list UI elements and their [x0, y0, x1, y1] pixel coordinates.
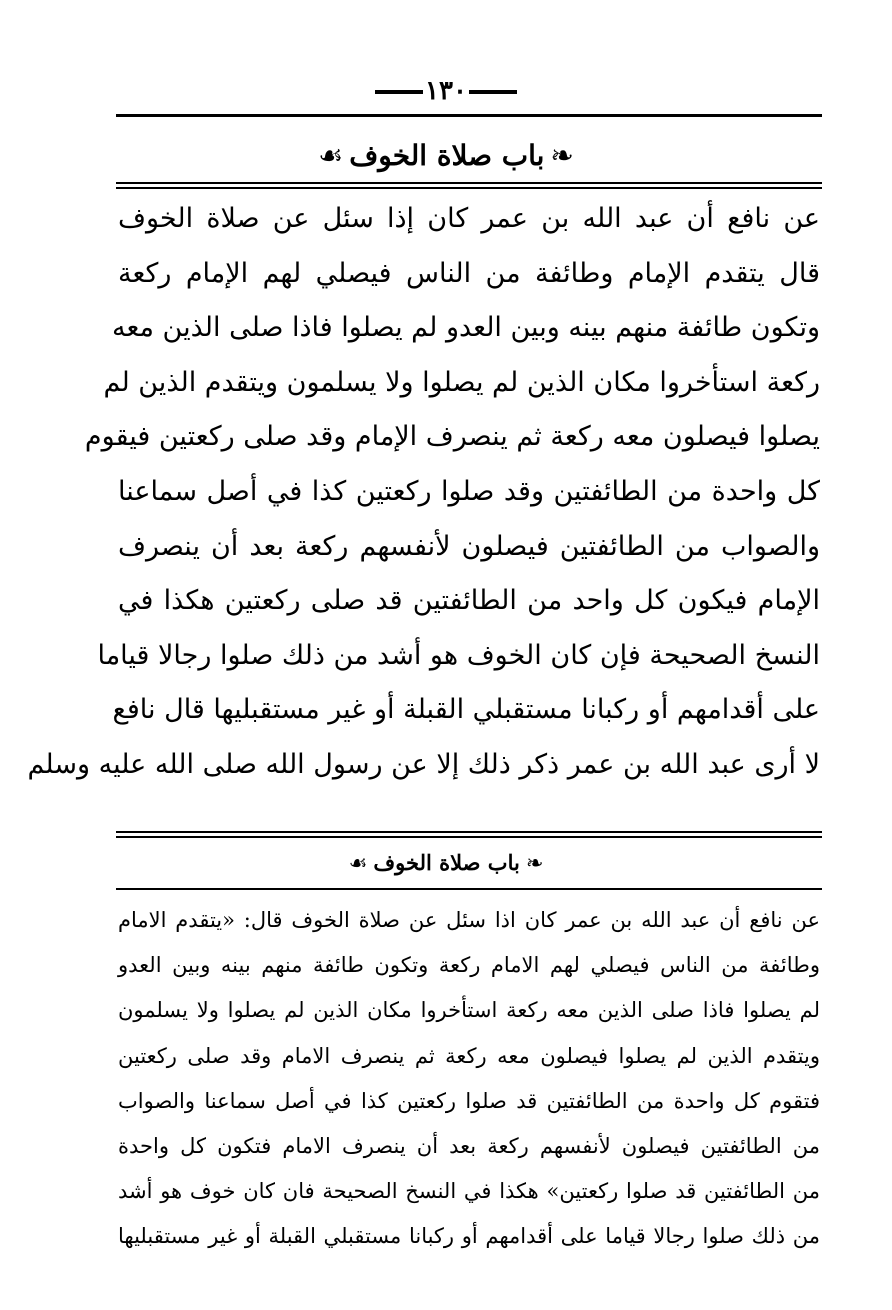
- commentary-line: من الطائفتين قد صلوا ركعتين» هكذا في النسخ الصحيحة فان كان خوف هو أشد: [118, 1179, 820, 1204]
- text-line: النسخ الصحيحة فإن كان الخوف هو أشد من ذلك صلوا رجالا قياما: [97, 639, 820, 671]
- commentary-line: من ذلك صلوا رجالا قياما على أقدامهم أو ركبانا مستقبلي القبلة أو غير مستقبليها: [118, 1224, 820, 1249]
- commentary-ornament-left-icon: ☙: [348, 851, 368, 875]
- page-number: ١٣٠: [425, 76, 467, 106]
- heading-rule-bottom: [116, 187, 822, 189]
- ornament-right-icon: ❧: [550, 139, 574, 172]
- commentary-heading: باب صلاة الخوف: [373, 850, 520, 875]
- text-line: ركعة استأخروا مكان الذين لم يصلوا ولا يسلمون ويتقدم الذين لم: [103, 366, 820, 398]
- heading-rule-top: [116, 182, 822, 184]
- page-number-dash-right: [469, 90, 517, 94]
- commentary-text: [118, 898, 820, 1260]
- commentary-ornament-right-icon: ❧: [525, 851, 544, 875]
- page-number-dash-left: [375, 90, 423, 94]
- ornament-left-icon: ☙: [318, 139, 344, 172]
- text-line: قال يتقدم الإمام وطائفة من الناس فيصلي لهم الإمام ركعة: [118, 257, 820, 289]
- commentary-line: عن نافع أن عبد الله بن عمر كان اذا سئل عن صلاة الخوف قال: «يتقدم الامام: [118, 908, 820, 932]
- commentary-line: من الطائفتين فيصلون لأنفسهم ركعة بعد أن ينصرف الامام فتكون كل واحدة: [118, 1133, 820, 1158]
- main-text: [27, 192, 820, 793]
- commentary-line: وطائفة من الناس فيصلي لهم الامام ركعة وتكون طائفة منهم بينه وبين العدو: [118, 953, 820, 978]
- text-line: عن نافع أن عبد الله بن عمر كان إذا سئل عن صلاة الخوف: [118, 203, 820, 234]
- mid-rule-top: [116, 831, 822, 833]
- text-line: يصلوا فيصلون معه ركعة ثم ينصرف الإمام وقد صلى ركعتين فيقوم: [84, 421, 820, 453]
- text-line: لا أرى عبد الله بن عمر ذكر ذلك إلا عن رسول الله صلى الله عليه وسلم: [27, 748, 820, 780]
- text-line: والصواب من الطائفتين فيصلون لأنفسهم ركعة بعد أن ينصرف: [118, 530, 820, 562]
- commentary-rule: [116, 888, 822, 890]
- chapter-heading-row: [0, 134, 892, 178]
- commentary-heading-row: [0, 846, 892, 880]
- top-rule: [116, 114, 822, 117]
- text-line: على أقدامهم أو ركبانا مستقبلي القبلة أو غير مستقبليها قال نافع: [112, 694, 820, 726]
- commentary-line: ويتقدم الذين لم يصلوا فيصلون معه ركعة ثم ينصرف الامام وقد صلى ركعتين: [118, 1043, 820, 1068]
- text-line: الإمام فيكون كل واحد من الطائفتين قد صلى ركعتين هكذا في: [118, 585, 820, 617]
- mid-rule-bottom: [116, 836, 822, 838]
- text-line: كل واحدة من الطائفتين وقد صلوا ركعتين كذا في أصل سماعنا: [118, 475, 820, 507]
- page-number-row: [0, 76, 892, 106]
- commentary-line: لم يصلوا فاذا صلى الذين معه ركعة استأخروا مكان الذين لم يصلوا ولا يسلمون: [118, 998, 820, 1023]
- text-line: وتكون طائفة منهم بينه وبين العدو لم يصلوا فاذا صلى الذين معه: [111, 312, 820, 344]
- commentary-line: فتقوم كل واحدة من الطائفتين قد صلوا ركعتين كذا في أصل سماعنا والصواب: [118, 1088, 820, 1113]
- chapter-heading: باب صلاة الخوف: [349, 139, 545, 172]
